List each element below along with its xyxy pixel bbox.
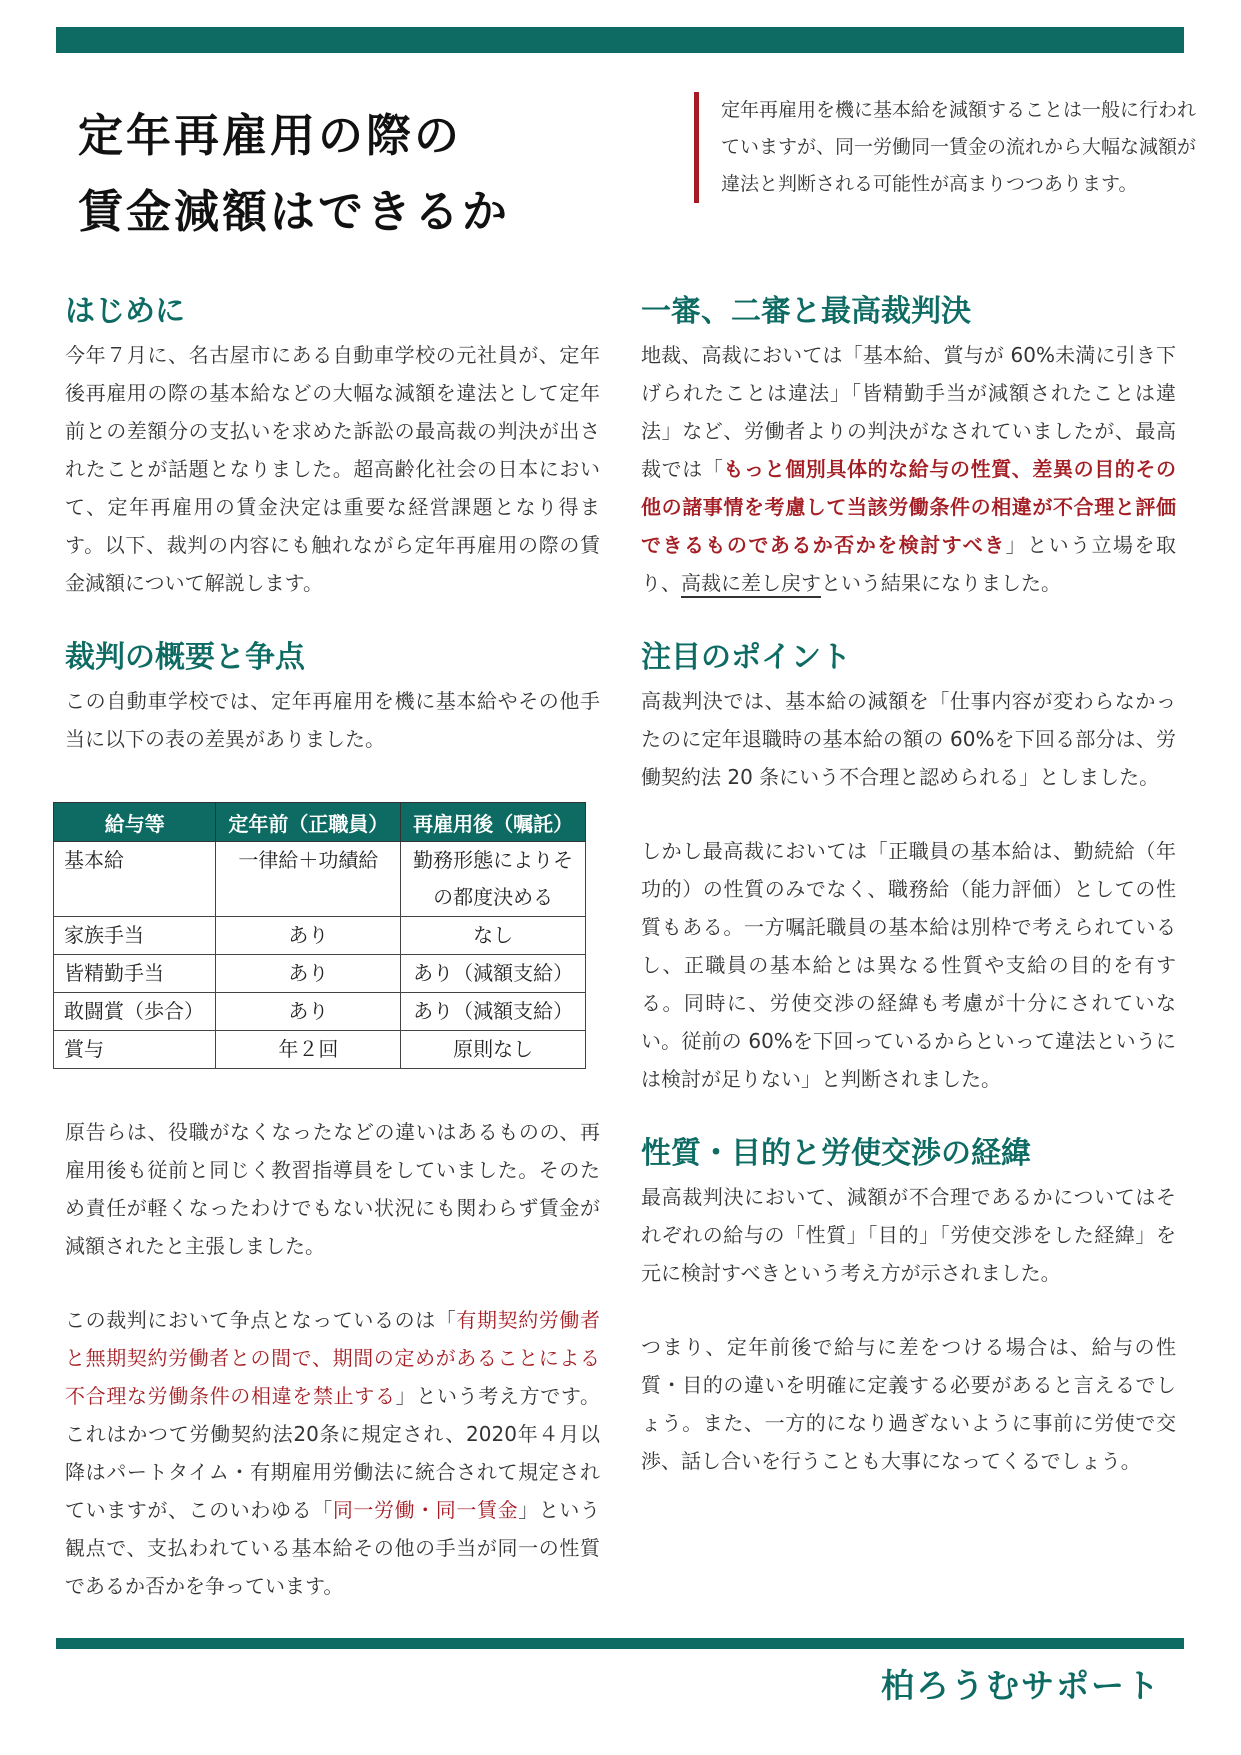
table-cell: 基本給	[54, 842, 216, 917]
page-title	[78, 98, 510, 250]
bottom-color-bar	[56, 1638, 1184, 1649]
title-line-1: 定年再雇用の際の	[78, 109, 463, 162]
plaintiff-claim-text: 原告らは、役職がなくなったなどの違いはあるものの、再雇用後も従前と同じく教習指導員をしていました。そのため責任が軽くなったわけでもない状況にも関わらず賃金が減額されたと主張しました。	[65, 1120, 600, 1258]
table-row	[54, 955, 586, 993]
top-color-bar	[56, 27, 1184, 53]
footer-brand: 柏ろうむサポート	[881, 1666, 1161, 1705]
table-cell: 家族手当	[54, 917, 216, 955]
heading-case-overview: 裁判の概要と争点	[65, 640, 305, 675]
heading-introduction: はじめに	[65, 294, 185, 329]
table-cell: 賞与	[54, 1031, 216, 1069]
table-header: 再雇用後（嘱託）	[401, 803, 586, 842]
table-cell: 敢闘賞（歩合）	[54, 993, 216, 1031]
right-column	[641, 292, 1176, 1480]
case-overview-intro: この自動車学校では、定年再雇用を機に基本給やその他手当に以下の表の差異がありました。	[65, 689, 600, 751]
heading-court-rulings: 一審、二審と最高裁判決	[641, 294, 971, 329]
rulings-text-part: 地裁、高裁においては「基本給、賞与が 60%未満に引き下げられたことは違法」「皆精勤手当が減額されたことは違法」など、労働者よりの判決がなされていましたが、最高裁では「	[641, 343, 1176, 481]
table-cell: 一律給＋功績給	[216, 842, 401, 917]
table-cell: 勤務形態によりその都度決める	[401, 842, 586, 917]
heading-key-points: 注目のポイント	[641, 640, 851, 675]
dispute-text-part: 」という考え方です。これはかつて労働契約法20条に規定され、2020年４月以降はパートタイム・有期雇用労働法に統合されて規定されていますが、このいわゆる「	[65, 1384, 600, 1522]
table-cell: あり（減額支給）	[401, 993, 586, 1031]
table-cell: あり	[216, 917, 401, 955]
table-header: 給与等	[54, 803, 216, 842]
left-column	[65, 292, 600, 1605]
table-cell: あり（減額支給）	[401, 955, 586, 993]
table-cell: あり	[216, 955, 401, 993]
table-cell: なし	[401, 917, 586, 955]
title-line-2: 賃金減額はできるか	[78, 185, 511, 238]
table-row	[54, 1031, 586, 1069]
dispute-text-part: 」という観点で、支払われている基本給その他の手当が同一の性質であるか否かを争っています。	[65, 1498, 601, 1598]
table-row	[54, 917, 586, 955]
introduction-text: 今年７月に、名古屋市にある自動車学校の元社員が、定年後再雇用の際の基本給などの大幅な減額を違法として定年前との差額分の支払いを求めた訴訟の最高裁の判決が出されたことが話題となりました。超高齢化社会の日本において、定年再雇用の賃金決定は重要な経営課題となり得ます。以下、裁判の内容にも触れながら定年再雇用の際の賃金減額について解説します。	[65, 343, 600, 595]
remand-underline: 高裁に差し戻す	[681, 571, 821, 595]
nature-purpose-text-1: 最高裁判決において、減額が不合理であるかについてはそれぞれの給与の「性質」「目的」「労使交渉をした経緯」を元に検討すべきという考え方が示されました。	[641, 1185, 1176, 1285]
key-points-text-1: 高裁判決では、基本給の減額を「仕事内容が変わらなかったのに定年退職時の基本給の額の 60%を下回る部分は、労働契約法 20 条にいう不合理と認められる」としました。	[641, 689, 1176, 789]
dispute-text-part: この裁判において争点となっているのは「	[65, 1308, 457, 1332]
table-cell: 皆精勤手当	[54, 955, 216, 993]
nature-purpose-text-2: つまり、定年前後で給与に差をつける場合は、給与の性質・目的の違いを明確に定義する必要があると言えるでしょう。また、一方的になり過ぎないように事前に労使で交渉、話し合いを行うことも大事になってくるでしょう。	[641, 1335, 1176, 1473]
dispute-highlight: 有期契約労働者と無期契約労働者との間で、期間の定めがあることによる不合理な労働条件の相違を禁止する	[65, 1308, 601, 1408]
dispute-point-text	[65, 1301, 600, 1605]
table-cell: あり	[216, 993, 401, 1031]
table-row	[54, 993, 586, 1031]
table-header-row	[54, 803, 586, 842]
equal-pay-highlight: 同一労働・同一賃金	[332, 1498, 519, 1522]
table-header: 定年前（正職員）	[216, 803, 401, 842]
heading-nature-purpose: 性質・目的と労使交渉の経緯	[641, 1136, 1031, 1171]
rulings-text-part: という結果になりました。	[821, 571, 1061, 595]
key-points-text-2: しかし最高裁においては「正職員の基本給は、勤続給（年功的）の性質のみでなく、職務給（能力評価）としての性質もある。一方嘱託職員の基本給は別枠で考えられているし、正職員の基本給とは異なる性質や支給の目的を有する。同時に、労使交渉の経緯も考慮が十分にされていない。従前の 60%を下回っているからといって違法というには検討が足りない」と判断されました。	[641, 839, 1176, 1091]
table-cell: 原則なし	[401, 1031, 586, 1069]
supreme-court-highlight: もっと個別具体的な給与の性質、差異の目的その他の諸事情を考慮して当該労働条件の相違が不合理と評価できるものであるか否かを検討すべき	[641, 457, 1177, 557]
salary-comparison-table	[53, 802, 586, 1069]
lead-summary: 定年再雇用を機に基本給を減額することは一般に行われていますが、同一労働同一賃金の流れから大幅な減額が違法と判断される可能性が高まりつつあります。	[694, 92, 1211, 203]
table-row	[54, 842, 586, 917]
table-cell: 年２回	[216, 1031, 401, 1069]
court-rulings-text	[641, 336, 1176, 602]
rulings-text-part: 」という立場を取り、	[641, 533, 1176, 595]
